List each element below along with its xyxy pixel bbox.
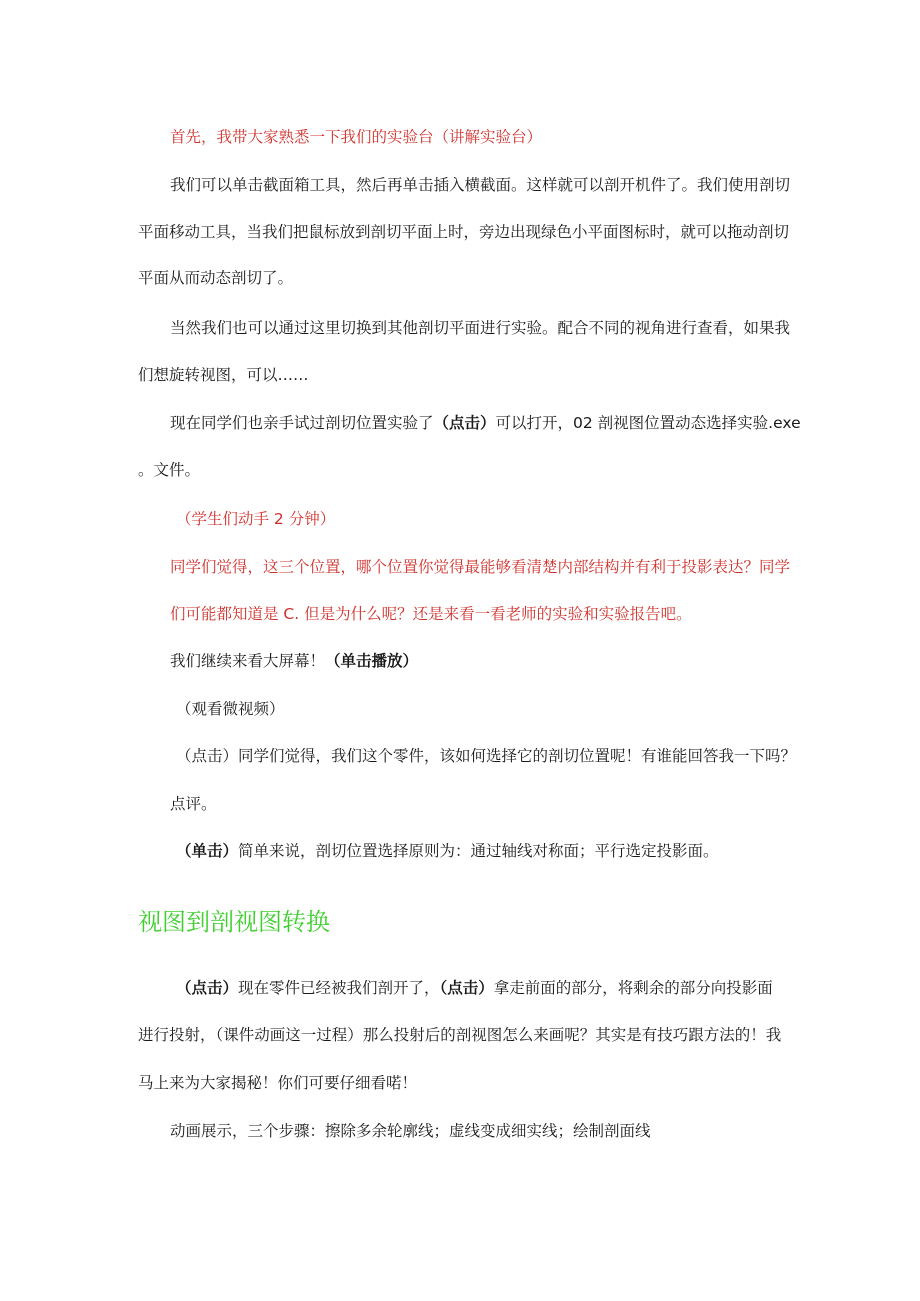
paragraph-line: [176, 978, 773, 998]
stage-direction: （点击）: [439, 979, 494, 997]
question-line: 同学们觉得，这三个位置，哪个位置你觉得最能够看清楚内部结构并有利于投影表达？同学: [170, 558, 791, 576]
paragraph-text: 拿走前面的部分，将剩余的部分向投影面: [493, 979, 773, 997]
stage-direction: （点击）: [433, 414, 496, 432]
stage-direction: （单击）: [176, 842, 239, 860]
paragraph-line: 平面移动工具，当我们把鼠标放到剖切平面上时，旁边出现绿色小平面图标时，就可以拖动剖切: [138, 223, 790, 241]
paragraph-line: 平面从而动态剖切了。: [138, 269, 294, 287]
stage-note: （观看微视频）: [176, 700, 285, 718]
paragraph-line: [176, 841, 719, 861]
paragraph-text: 可以打开，02 剖视图位置动态选择实验.exe: [495, 414, 801, 432]
paragraph-line: 点评。: [170, 795, 217, 813]
stage-note: （学生们动手 2 分钟）: [176, 510, 336, 528]
paragraph-text: 我们继续来看大屏幕！: [170, 652, 326, 670]
paragraph-line: [176, 746, 796, 766]
paragraph-line: 们想旋转视图，可以……: [138, 366, 309, 384]
stage-direction: （点击）: [176, 747, 239, 765]
stage-direction: （单击播放）: [325, 652, 419, 670]
paragraph-line: 。文件。: [138, 461, 201, 479]
paragraph-line: [170, 413, 801, 433]
paragraph-line: 我们可以单击截面箱工具，然后再单击插入横截面。这样就可以剖开机件了。我们使用剖切: [170, 176, 791, 194]
paragraph-line: [170, 651, 418, 671]
intro-line: 首先，我带大家熟悉一下我们的实验台（讲解实验台）: [170, 128, 543, 146]
paragraph-line: 动画展示，三个步骤：擦除多余轮廓线；虚线变成细实线；绘制剖面线: [170, 1122, 651, 1140]
paragraph-line: 马上来为大家揭秘！你们可要仔细看喏！: [138, 1074, 418, 1092]
section-heading: 视图到剖视图转换: [138, 908, 330, 936]
paragraph-text: 简单来说，剖切位置选择原则为：通过轴线对称面；平行选定投影面。: [238, 842, 719, 860]
paragraph-text: 现在同学们也亲手试过剖切位置实验了: [170, 414, 434, 432]
question-line: 们可能都知道是 C. 但是为什么呢？还是来看一看老师的实验和实验报告吧。: [170, 605, 692, 623]
stage-direction: （点击）: [176, 979, 239, 997]
paragraph-line: 当然我们也可以通过这里切换到其他剖切平面进行实验。配合不同的视角进行查看，如果我: [170, 319, 791, 337]
paragraph-text: 现在零件已经被我们剖开了，: [238, 979, 440, 997]
paragraph-text: 同学们觉得，我们这个零件，该如何选择它的剖切位置呢！有谁能回答我一下吗？: [238, 747, 797, 765]
paragraph-line: 进行投射，（课件动画这一过程）那么投射后的剖视图怎么来画呢？其实是有技巧跟方法的！我: [138, 1026, 782, 1044]
